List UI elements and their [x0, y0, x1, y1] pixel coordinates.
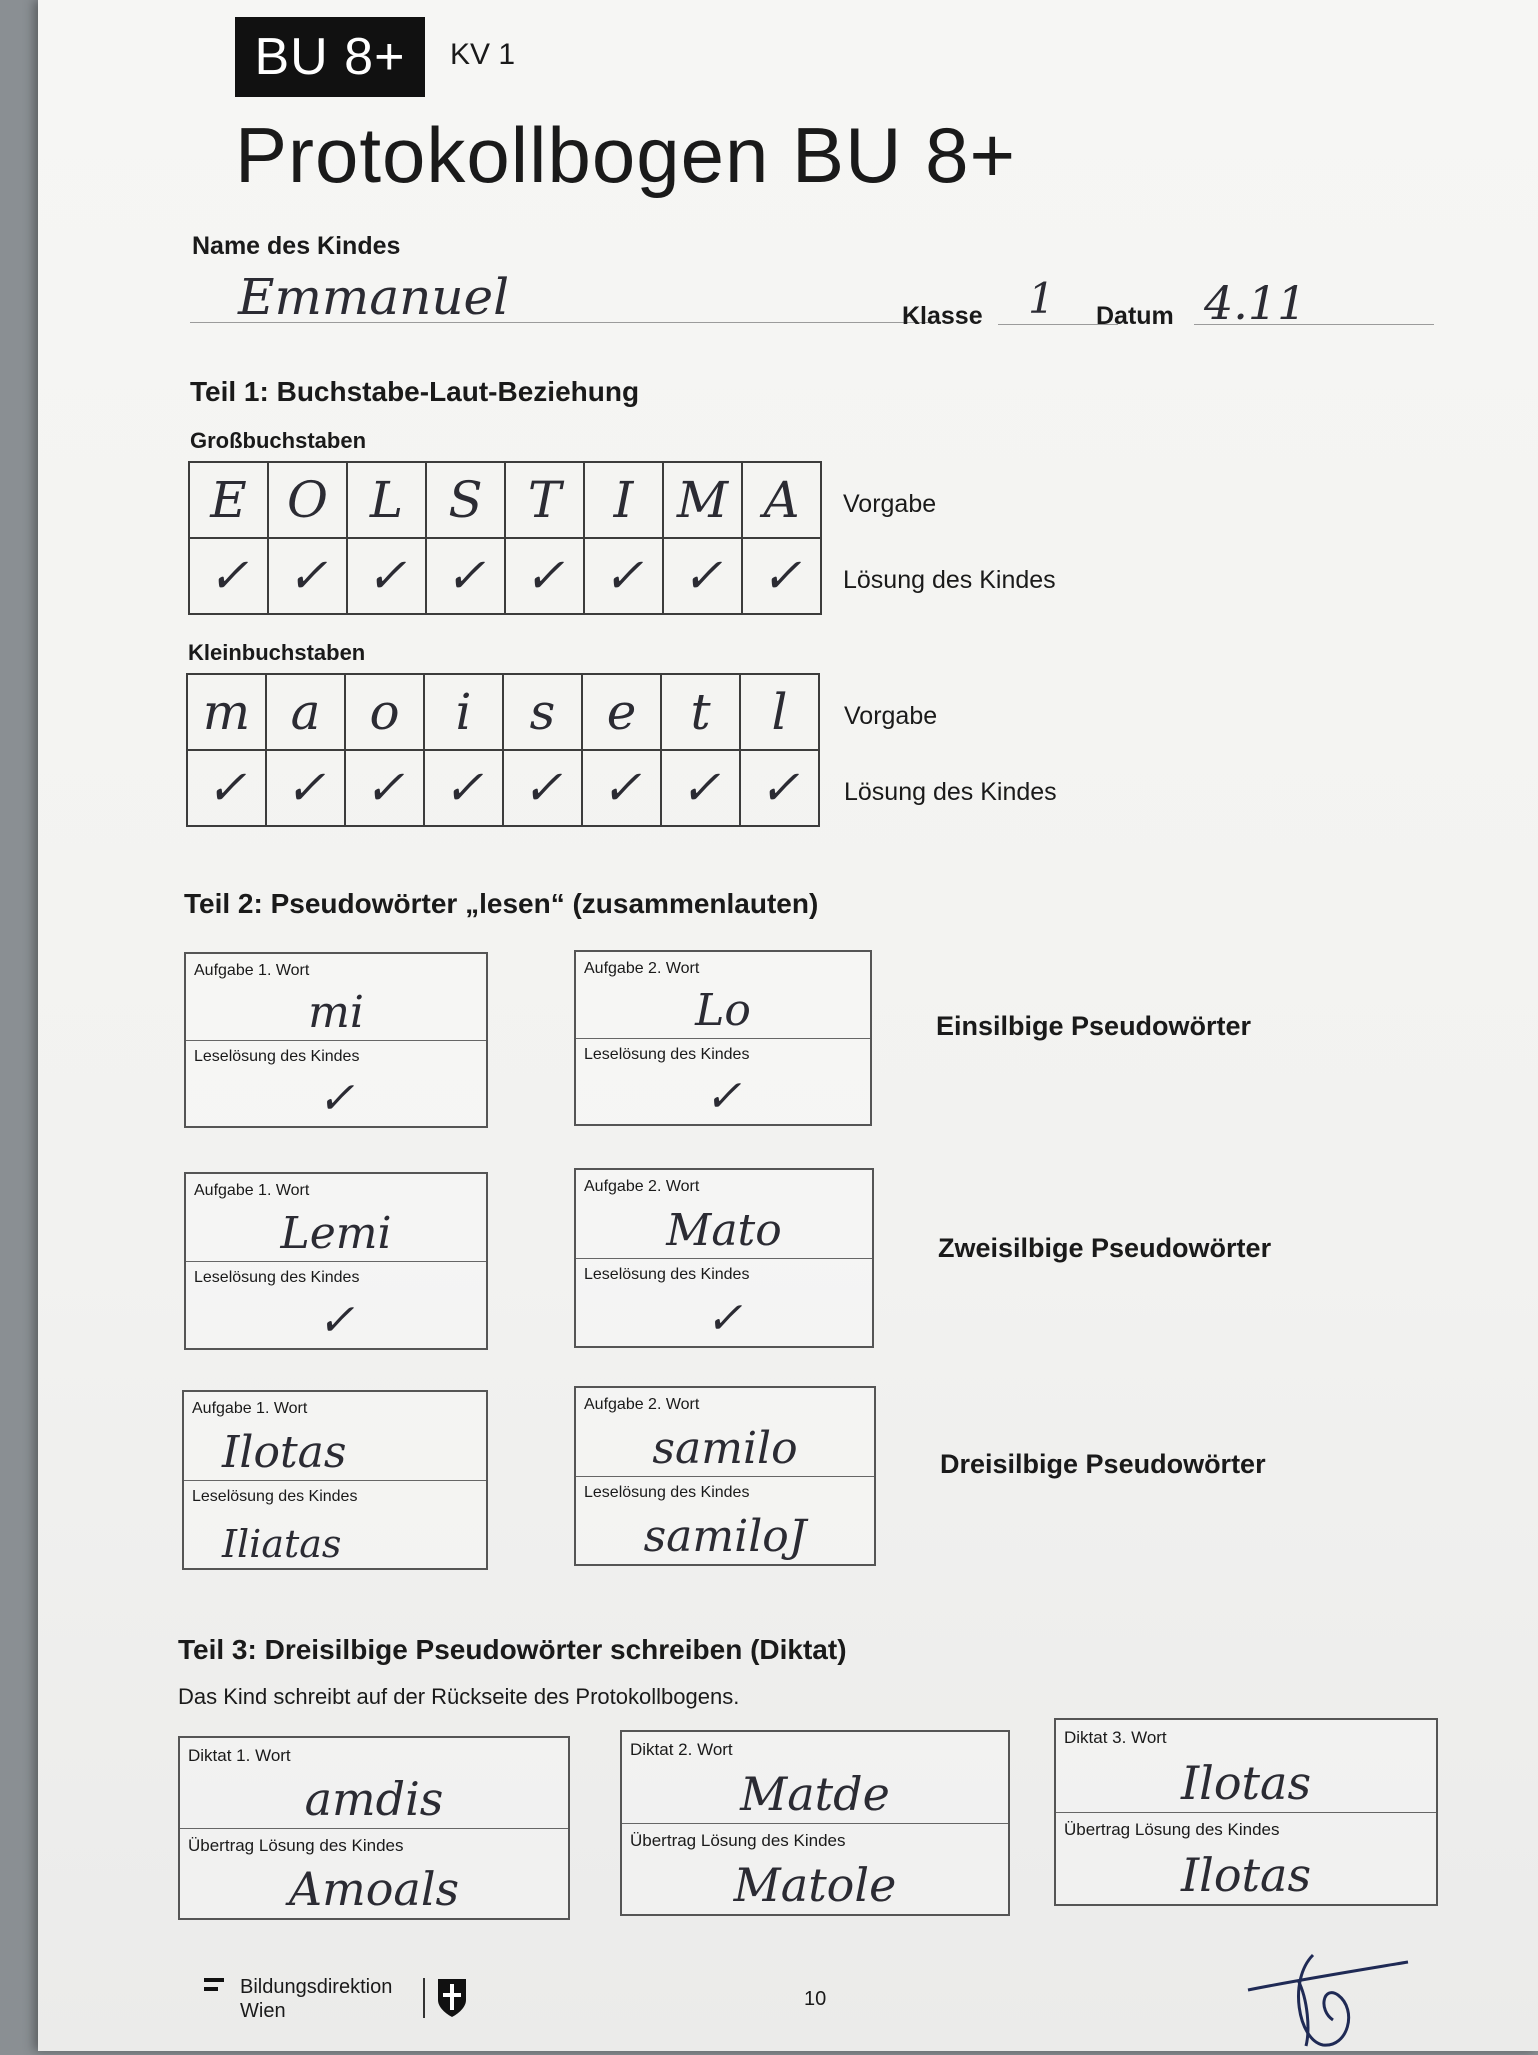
grid-letter: o [369, 683, 400, 741]
section-1-heading: Teil 1: Buchstabe-Laut-Beziehung [190, 376, 640, 407]
reading-task-box [574, 1386, 876, 1566]
reading-task-box [574, 950, 872, 1126]
check-mark: ✓ [601, 760, 642, 816]
reading-solution: ✓ [317, 1295, 355, 1346]
grid-letter: l [771, 683, 788, 741]
dictation-solution: Matole [733, 1858, 897, 1912]
section-3-subtitle: Das Kind schreibt auf der Rückseite des Protokollbogens. [178, 1684, 740, 1709]
dictation-solution: Ilotas [1180, 1848, 1312, 1902]
reading-solution: ✓ [704, 1071, 742, 1122]
check-mark: ✓ [366, 548, 407, 604]
solution-caption: Leselösung des Kindes [584, 1266, 750, 1283]
check-mark: ✓ [524, 548, 565, 604]
org-logo-text [240, 1975, 392, 2023]
group-label-one-syllable: Einsilbige Pseudowörter [936, 1011, 1252, 1041]
task-word: mi [308, 987, 364, 1038]
grid-letter: I [613, 471, 634, 529]
vienna-shield-icon [437, 1978, 467, 2023]
uppercase-answer-row [189, 538, 821, 614]
dictation-caption: Diktat 1. Wort [188, 1746, 291, 1765]
grid-letter: i [455, 683, 472, 741]
solution-caption: Leselösung des Kindes [194, 1048, 360, 1065]
reading-task-box [184, 1172, 488, 1350]
page-number: 10 [804, 1988, 827, 2010]
brand-logo: BU 8+ [235, 17, 425, 97]
word-caption: Aufgabe 1. Wort [194, 1182, 310, 1199]
grid-letter: t [690, 683, 711, 741]
reading-solution: samiloJ [643, 1511, 807, 1562]
check-mark: ✓ [208, 548, 249, 604]
uppercase-label: Großbuchstaben [190, 428, 367, 453]
check-mark: ✓ [759, 760, 800, 816]
grid-letter: m [202, 683, 251, 741]
name-label: Name des Kindes [192, 232, 401, 260]
grid-letter: A [763, 471, 800, 529]
check-mark: ✓ [285, 760, 326, 816]
class-value: 1 [1028, 274, 1055, 323]
dictation-box [1054, 1718, 1438, 1906]
grid-letter: S [448, 471, 483, 529]
check-mark: ✓ [364, 760, 405, 816]
section-3-heading: Teil 3: Dreisilbige Pseudowörter schreiben (Diktat) [178, 1634, 847, 1665]
check-mark: ✓ [443, 760, 484, 816]
lowercase-answer-row [187, 750, 819, 826]
dictation-word: amdis [304, 1772, 444, 1826]
template-code: KV 1 [450, 38, 516, 71]
check-mark: ✓ [761, 548, 802, 604]
grid-letter: e [606, 683, 637, 741]
check-mark: ✓ [680, 760, 721, 816]
lowercase-prompt-label: Vorgabe [844, 702, 938, 730]
task-word: Lemi [280, 1208, 392, 1259]
group-label-two-syllable: Zweisilbige Pseudowörter [938, 1233, 1272, 1263]
uppercase-prompt-row [189, 462, 821, 538]
uppercase-grid [188, 461, 822, 615]
uppercase-answer-label: Lösung des Kindes [843, 566, 1056, 594]
grid-letter: L [369, 471, 404, 529]
dictation-word: Ilotas [1180, 1756, 1312, 1810]
reading-task-box [184, 952, 488, 1128]
solution-caption: Übertrag Lösung des Kindes [1064, 1820, 1280, 1839]
word-caption: Aufgabe 2. Wort [584, 1396, 700, 1413]
reading-solution: ✓ [317, 1073, 355, 1124]
grid-letter: s [529, 683, 556, 741]
dictation-box [178, 1736, 570, 1920]
dictation-solution: Amoals [288, 1862, 460, 1916]
task-word: Mato [666, 1205, 782, 1256]
word-caption: Aufgabe 1. Wort [194, 962, 310, 979]
solution-caption: Leselösung des Kindes [584, 1484, 750, 1501]
reading-task-box [574, 1168, 874, 1348]
reading-task-box [182, 1390, 488, 1570]
grid-letter: M [676, 471, 729, 529]
lowercase-label: Kleinbuchstaben [188, 640, 366, 665]
check-mark: ✓ [522, 760, 563, 816]
worksheet-page [38, 0, 1538, 2051]
grid-letter: a [290, 683, 321, 741]
date-value: 4.11 [1204, 276, 1307, 330]
signature-mark [1238, 1950, 1438, 2055]
section-2-heading: Teil 2: Pseudowörter „lesen“ (zusammenlauten) [184, 888, 819, 919]
check-mark: ✓ [603, 548, 644, 604]
solution-caption: Leselösung des Kindes [192, 1488, 358, 1505]
name-value: Emmanuel [238, 268, 510, 326]
equals-logo-icon [204, 1978, 224, 1991]
reading-solution: ✓ [705, 1293, 743, 1344]
task-word: Ilotas [222, 1427, 347, 1478]
date-label: Datum [1096, 302, 1174, 330]
grid-letter: O [287, 471, 328, 529]
grid-letter: T [527, 471, 562, 529]
solution-caption: Übertrag Lösung des Kindes [188, 1836, 404, 1855]
check-mark: ✓ [445, 548, 486, 604]
reading-solution: Iliatas [222, 1522, 342, 1566]
lowercase-grid [186, 673, 820, 827]
lowercase-prompt-row [187, 674, 819, 750]
page-title: Protokollbogen BU 8+ [235, 111, 1016, 199]
word-caption: Aufgabe 2. Wort [584, 960, 700, 977]
logo-divider [423, 1978, 425, 2018]
check-mark: ✓ [682, 548, 723, 604]
word-caption: Aufgabe 2. Wort [584, 1178, 700, 1195]
org-name: Bildungsdirektion [240, 1976, 393, 1998]
grid-letter: E [210, 471, 247, 529]
check-mark: ✓ [287, 548, 328, 604]
class-label: Klasse [902, 302, 983, 330]
word-caption: Aufgabe 1. Wort [192, 1400, 308, 1417]
check-mark: ✓ [206, 760, 247, 816]
task-word: samilo [652, 1423, 798, 1474]
solution-caption: Übertrag Lösung des Kindes [630, 1831, 846, 1850]
group-label-three-syllable: Dreisilbige Pseudowörter [940, 1449, 1266, 1479]
solution-caption: Leselösung des Kindes [584, 1046, 750, 1063]
solution-caption: Leselösung des Kindes [194, 1269, 360, 1286]
dictation-box [620, 1730, 1010, 1916]
uppercase-prompt-label: Vorgabe [843, 490, 937, 518]
dictation-caption: Diktat 2. Wort [630, 1740, 733, 1759]
dictation-caption: Diktat 3. Wort [1064, 1728, 1167, 1747]
lowercase-answer-label: Lösung des Kindes [844, 778, 1057, 806]
org-city: Wien [240, 2000, 286, 2022]
dictation-word: Matde [740, 1767, 890, 1821]
task-word: Lo [695, 985, 751, 1036]
